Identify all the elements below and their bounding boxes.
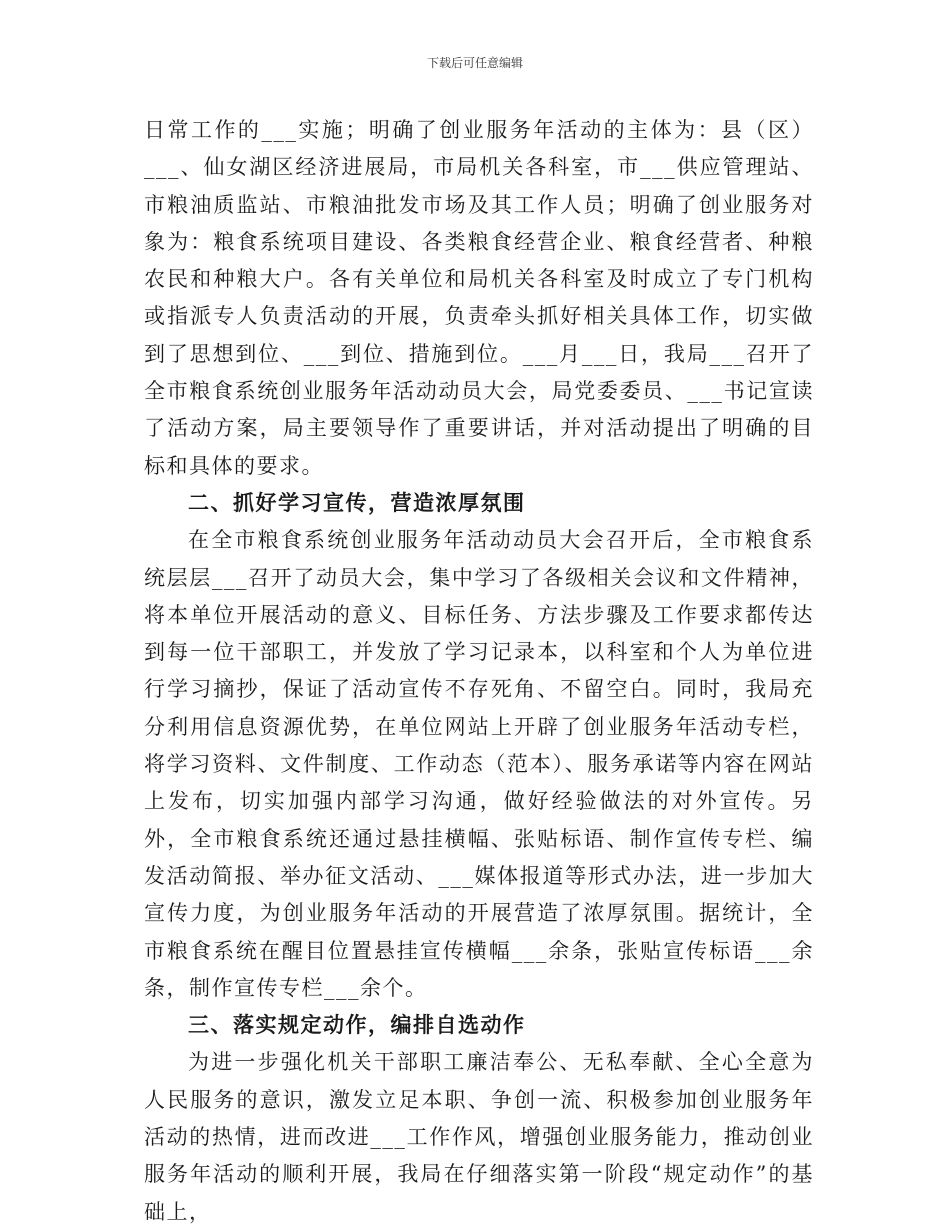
paragraph-continuation: 日常工作的___实施；明确了创业服务年活动的主体为：县（区）___、仙女湖区经济进展局，市局机关各科室，市___供应管理站、市粮油质监站、市粮油批发市场及其工作人员；明确了创业服务对象为：粮食系统项目建设、各类粮食经营企业、粮食经营者、种粮农民和种粮大户。各有关单位和局机关各科室及时成立了专门机构或指派专人负责活动的开展，负责牵头抓好相关具体工作，切实做到了思想到位、___到位、措施到位。___月___日，我局___召开了全市粮食系统创业服务年活动动员大会，局党委委员、___书记宣读了活动方案，局主要领导作了重要讲话，并对活动提出了明确的目标和具体的要求。 bbox=[144, 118, 814, 478]
page-header-note: 下载后可任意编辑 bbox=[426, 56, 523, 70]
paragraph-section-3: 为进一步强化机关干部职工廉洁奉公、无私奉献、全心全意为人民服务的意识，激发立足本职、争创一流、积极参加创业服务年活动的热情，进而改进___工作作风，增强创业服务能力，推动创业服务年活动的顺利开展，我局在仔细落实第一阶段“规定动作”的基础上， bbox=[144, 1050, 814, 1224]
section-heading-3: 三、落实规定动作，编排自选动作 bbox=[188, 1013, 526, 1038]
document-body bbox=[144, 112, 814, 1231]
section-heading-2: 二、抓好学习宣传，营造浓厚氛围 bbox=[188, 490, 526, 515]
paragraph-section-2: 在全市粮食系统创业服务年活动动员大会召开后，全市粮食系统层层___召开了动员大会，集中学习了各级相关会议和文件精神，将本单位开展活动的意义、目标任务、方法步骤及工作要求都传达到每一位干部职工，并发放了学习记录本，以科室和个人为单位进行学习摘抄，保证了活动宣传不存死角、不留空白。同时，我局充分利用信息资源优势，在单位网站上开辟了创业服务年活动专栏，将学习资料、文件制度、工作动态（范本）、服务承诺等内容在网站上发布，切实加强内部学习沟通，做好经验做法的对外宣传。另外，全市粮食系统还通过悬挂横幅、张贴标语、制作宣传专栏、编发活动简报、举办征文活动、___媒体报道等形式办法，进一步加大宣传力度，为创业服务年活动的开展营造了浓厚氛围。据统计，全市粮食系统在醒目位置悬挂宣传横幅___余条，张贴宣传标语___余条，制作宣传专栏___余个。 bbox=[144, 528, 814, 1000]
